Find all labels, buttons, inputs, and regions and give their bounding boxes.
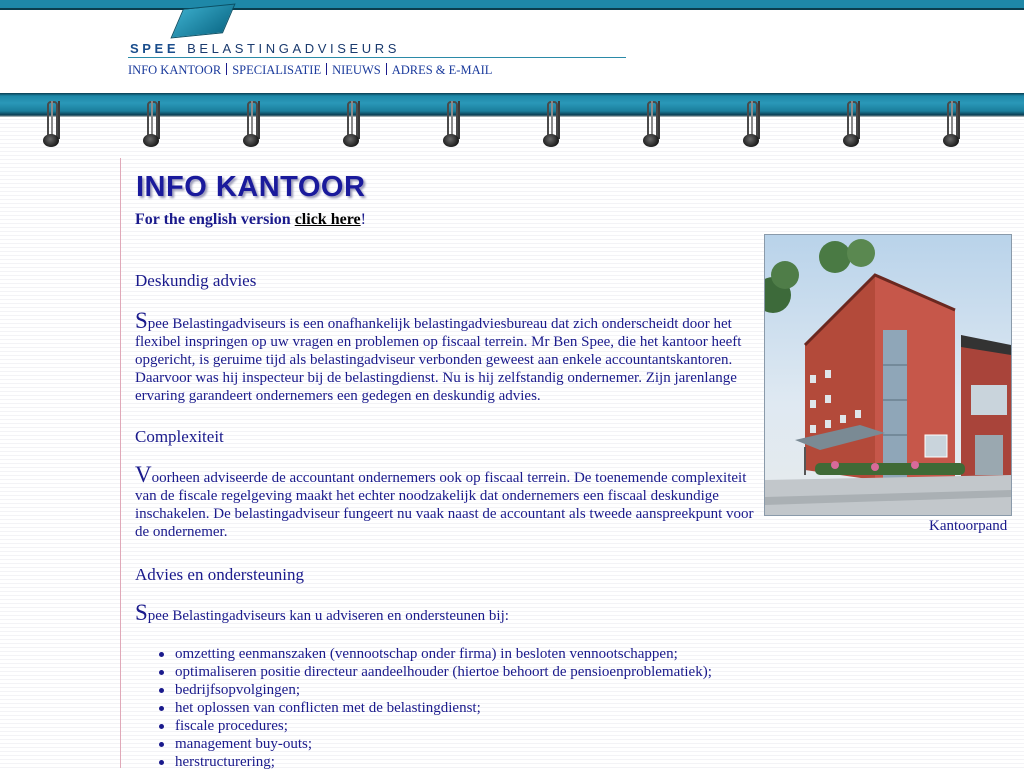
binder-ring-icon [242,101,262,149]
brand-logo-text[interactable] [130,41,400,56]
nav-link-nieuws[interactable]: NIEUWS [332,63,381,77]
nav-separator [226,63,227,75]
brand-name-bold: SPEE [130,41,180,56]
top-accent-bar [0,0,1024,10]
english-prefix: For the english version [135,211,291,228]
list-item: omzetting eenmanszaken (vennootschap onder firma) in besloten vennootschappen; [175,645,712,663]
binder-ring-icon [142,101,162,149]
list-item: fiscale procedures; [175,717,712,735]
dropcap: S [135,308,148,333]
section-text-advies [135,600,755,625]
binder-ring-icon [442,101,462,149]
logo-underline [128,57,626,58]
list-item: herstructurering; [175,753,712,771]
office-building-photo [764,234,1012,516]
photo-caption: Kantoorpand [929,518,1008,534]
section-heading-advies: Advies en ondersteuning [135,565,305,584]
binder-ring-icon [642,101,662,149]
office-building-illustration [765,235,1011,515]
list-item: optimaliseren positie directeur aandeelhouder (hiertoe behoort de pensioenproblematiek); [175,664,712,680]
nav-separator [386,63,387,75]
notebook-margin-line [120,158,121,768]
paragraph-body: pee Belastingadviseurs kan u adviseren en ondersteunen bij: [147,608,509,624]
site-header [0,0,1024,92]
section-heading-deskundig: Deskundig advies [135,271,257,290]
list-item: bedrijfsopvolgingen; [175,681,712,699]
section-text-deskundig [135,308,755,405]
page-title: INFO KANTOOR [136,171,366,203]
nav-link-info-kantoor[interactable]: INFO KANTOOR [128,63,222,77]
dropcap: S [135,600,148,625]
dropcap: V [135,462,152,487]
nav-link-specialisatie[interactable]: SPECIALISATIE [232,63,322,77]
main-nav [128,63,492,78]
english-version-link[interactable]: click here [294,211,361,228]
binder-ring-icon [942,101,962,149]
nav-link-adres-email[interactable]: ADRES & E-MAIL [391,63,493,77]
binder-ring-icon [542,101,562,149]
binder-ring-icon [742,101,762,149]
english-suffix: ! [360,211,366,228]
binder-ring-icon [42,101,62,149]
binder-ring-icon [842,101,862,149]
paragraph-body: pee Belastingadviseurs is een onafhankelijk belastingadviesbureau dat zich onderscheidt door het flexibel inspringen op uw vragen en problemen op fiscaal terrein. Mr Ben Spee, die het kantoor heeft opgericht, is geruime tijd als belastingadviseur verbonden geweest aan enkele accountantskantoren. Daarvoor was hij inspecteur bij de belastingdienst. Nu is hij zelfstandig ondernemer. Zijn jarenlange ervaring garandeert ondernemers een gedegen en deskundig advies. [135,316,742,404]
section-text-complexiteit [135,462,755,541]
list-item: management buy-outs; [175,735,712,753]
section-heading-complexiteit: Complexiteit [135,427,224,446]
paragraph-body: oorheen adviseerde de accountant ondernemers ook op fiscaal terrein. De toenemende complexiteit van de fiscale regelgeving maakt het echter noodzakelijk dat ondernemers een fiscaal deskundige inschakelen. De belastingadviseur fungeert nu vaak naast de accountant als tweede aanspreekpunt voor de ondernemer. [135,470,754,540]
brand-name-rest: BELASTINGADVISEURS [187,41,400,56]
binder-ring-icon [342,101,362,149]
services-list [135,645,712,771]
english-version-line [135,211,366,229]
nav-separator [326,63,327,75]
list-item: het oplossen van conflicten met de belastingdienst; [175,699,712,717]
